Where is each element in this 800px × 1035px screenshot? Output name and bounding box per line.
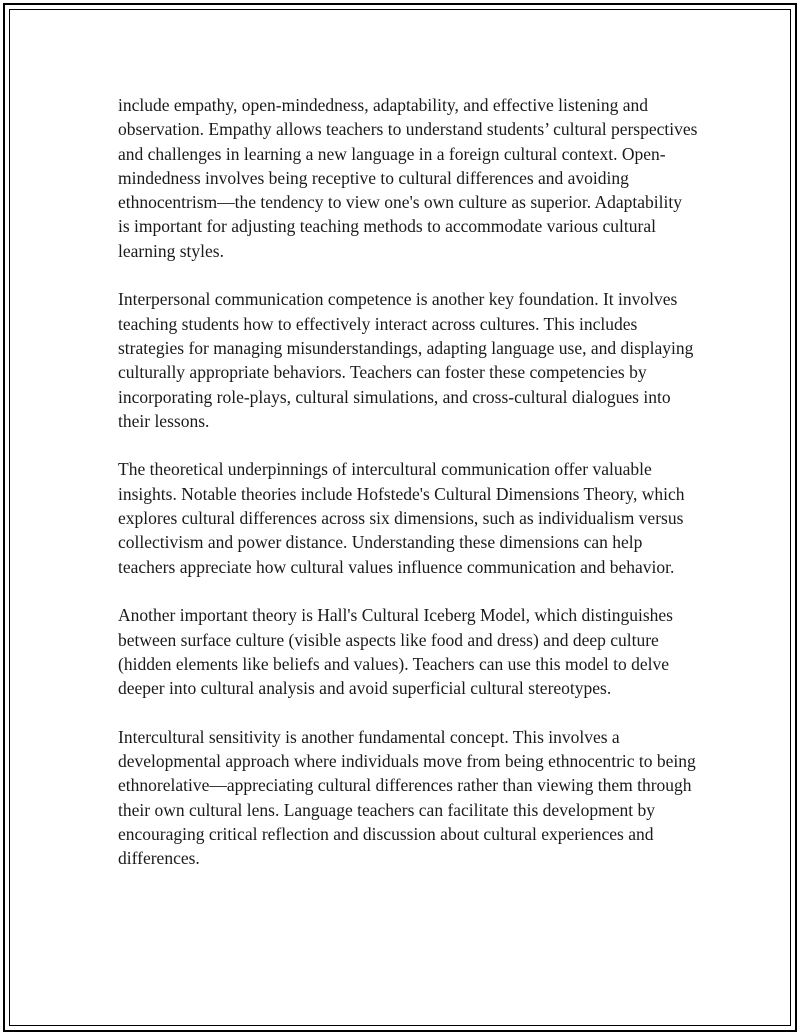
document-body [118,93,698,895]
paragraph-interpersonal-competence: Interpersonal communication competence is another key foundation. It involves teaching students how to effectively interact across cultures. This includes strategies for managing misunderstandings, adapting language use, and displaying culturally appropriate behaviors. Teachers can foster these competencies by incorporating role-plays, cultural simulations, and cross-cultural dialogues into their lessons. [118,289,694,431]
paragraph-intercultural-sensitivity: Intercultural sensitivity is another fundamental concept. This involves a developmental approach where individuals move from being ethnocentric to being ethnorelative—appreciating cultural differences rather than viewing them through their own cultural lens. Language teachers can facilitate this development by encouraging critical reflection and discussion about cultural experiences and differences. [118,726,696,869]
paragraph-hofstede-theory: The theoretical underpinnings of intercultural communication offer valuable insights. Notable theories include Hofstede's Cultural Dimensions Theory, which explores cultural differences across six dimensions, such as individualism versus collectivism and power distance. Understanding these dimensions can help teachers appreciate how cultural values influence communication and behavior. [118,459,685,577]
paragraph-empathy: include empathy, open-mindedness, adaptability, and effective listening and observation. Empathy allows teachers to understand students’ cultural perspectives and challenges in learning a new language in a foreign cultural context. Open-mindedness involves being receptive to cultural differences and avoiding ethnocentrism—the tendency to view one's own culture as superior. Adaptability is important for adjusting teaching methods to accommodate various cultural learning styles. [118,95,698,261]
paragraph-hall-iceberg-model: Another important theory is Hall's Cultural Iceberg Model, which distinguishes between surface culture (visible aspects like food and dress) and deep culture (hidden elements like beliefs and values). Teachers can use this model to delve deeper into cultural analysis and avoid superficial cultural stereotypes. [118,605,673,699]
